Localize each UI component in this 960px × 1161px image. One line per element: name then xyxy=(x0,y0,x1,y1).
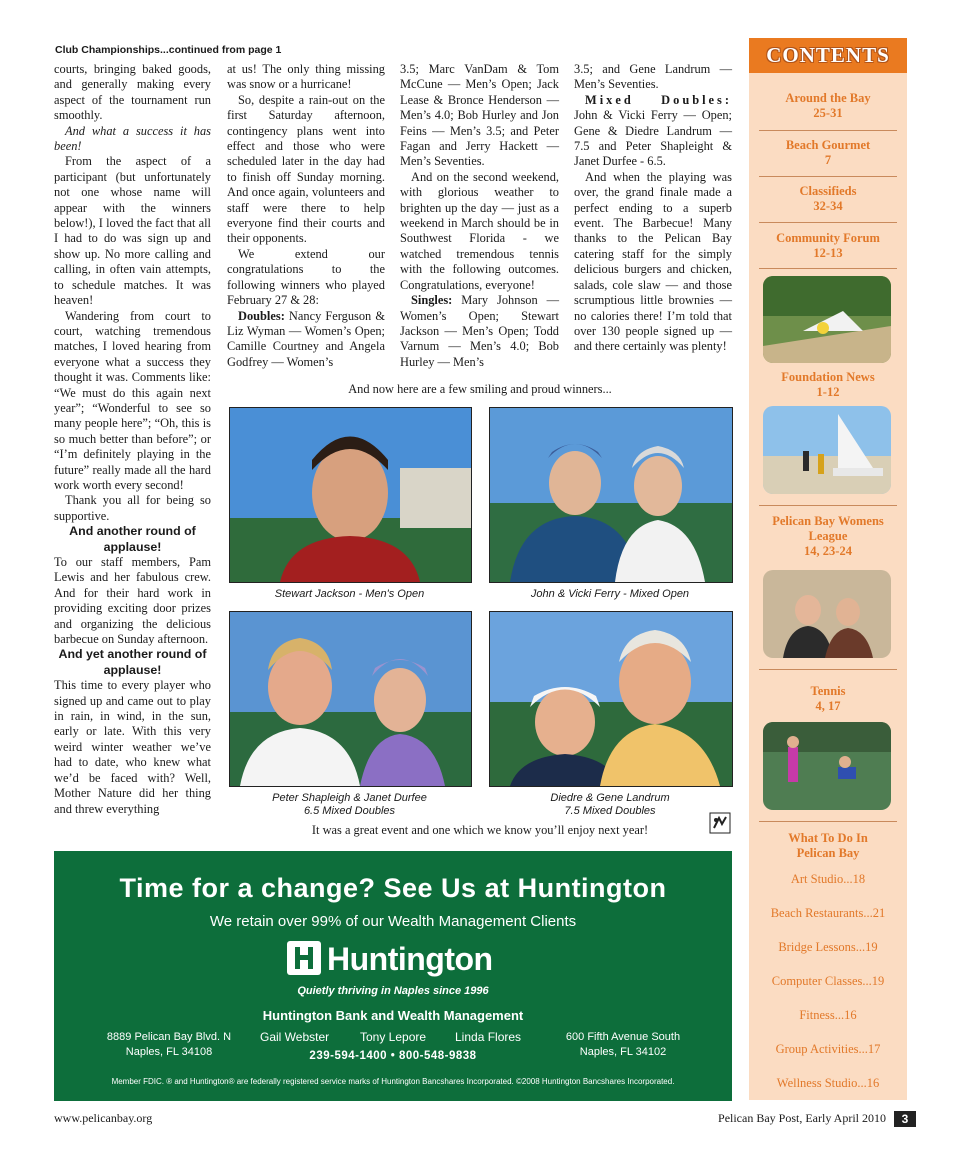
doubles-label: Doubles: xyxy=(238,308,285,323)
ad-contact-name: Tony Lepore xyxy=(360,1030,427,1044)
address-line: 600 Fifth Avenue South xyxy=(565,1031,681,1043)
contents-item-title: Tennis xyxy=(810,684,846,698)
singles-label: Singles: xyxy=(411,293,453,308)
paragraph: We extend our congratulations to the following winners who played February 27 & 28: xyxy=(227,246,385,308)
subheading: And another round of applause! xyxy=(69,524,196,554)
activity-art-studio[interactable]: Art Studio...18 xyxy=(790,872,866,886)
activity-computer-classes[interactable]: Computer Classes...19 xyxy=(771,974,885,988)
contents-item-womens-league[interactable] xyxy=(749,514,907,559)
paragraph: This time to every player who signed up and came out to play in rain, in wind, in the sun, early or late. With this very weird winter weather we’ve had to date, who knew what we’d be faced with? Well, Mother Nature did her thing and threw everything xyxy=(54,678,211,816)
paragraph: To our staff members, Pam Lewis and her fabulous crew. And for their hard work in providing exciting door prizes and organizing the delicious barbecue on Sunday afternoon. xyxy=(54,555,211,647)
footer-website[interactable]: www.pelicanbay.org xyxy=(54,1111,153,1125)
contents-item-title: Community Forum xyxy=(776,231,880,245)
paragraph: From the aspect of a participant (but unfortunately not one whose name will appear with the winners below!), I loved the fact that all I had to do was sign up and show up. No more calling and calling, in often vain attempts, to schedule matches. It was heaven! xyxy=(54,154,211,308)
page-number: 3 xyxy=(894,1111,916,1127)
ad-contact-name: Linda Flores xyxy=(455,1030,522,1044)
caption-line: 6.5 Mixed Doubles xyxy=(303,805,396,817)
footer-publication: Pelican Bay Post, Early April 2010 xyxy=(718,1111,886,1125)
contents-item-pages: 12-13 xyxy=(813,246,843,260)
ad-address-right xyxy=(548,1030,698,1060)
ad-headline: Time for a change? See Us at Huntington xyxy=(119,873,667,903)
ad-bank-name: Huntington Bank and Wealth Management xyxy=(262,1008,524,1023)
contents-item-pages: 1-12 xyxy=(816,385,840,399)
huntington-advertisement[interactable] xyxy=(54,851,732,1101)
caption-line: Peter Shapleigh & Janet Durfee xyxy=(272,792,427,804)
contents-item-pages: 14, 23-24 xyxy=(804,544,852,558)
paragraph: Wandering from court to court, watching tremendous matches, I loved hearing from everyone what a success they thought it was. Comments like: “We must do this again next year”; “Wonderful to see so many people here”; “Oh, this is so much better than before”; or “I’m definitely playing in the future” really made all the hard work worth every second! xyxy=(54,308,211,492)
photo-intro-line: And now here are a few smiling and proud winners... xyxy=(348,382,612,396)
contents-heading xyxy=(749,38,907,73)
contents-item-around-the-bay[interactable] xyxy=(749,91,907,121)
closing-line: It was a great event and one which we know you’ll enjoy next year! xyxy=(311,823,649,837)
paragraph: 3.5; Marc VanDam & Tom McCune — Men’s Open; Jack Lease & Bronce Henderson — Men’s 4.0; Bob Hurley and Jon Feins — Men’s 3.5; and Peter Fagan and Jerry Hackett — Men’s Seventies. xyxy=(400,62,559,169)
paragraph: And what a success it has been! xyxy=(54,123,211,154)
photo-caption xyxy=(229,792,470,818)
article-column-1 xyxy=(54,62,211,817)
divider xyxy=(759,505,897,506)
photo-caption: Stewart Jackson - Men's Open xyxy=(274,588,425,600)
address-line: 8889 Pelican Bay Blvd. N xyxy=(106,1031,232,1043)
contents-item-pages: 25-31 xyxy=(813,106,843,120)
contents-item-title: What To Do In Pelican Bay xyxy=(788,831,868,860)
contents-item-classifieds[interactable] xyxy=(749,184,907,214)
activity-beach-restaurants[interactable]: Beach Restaurants...21 xyxy=(770,906,886,920)
foundation-thumbnail xyxy=(763,276,891,363)
caption-line: Diedre & Gene Landrum xyxy=(550,792,670,804)
contents-item-title: Foundation News xyxy=(781,370,875,384)
end-of-story-icon xyxy=(709,812,731,834)
activity-group-activities[interactable]: Group Activities...17 xyxy=(775,1042,881,1056)
article-column-3 xyxy=(400,62,559,370)
ad-fine-print: Member FDIC. ® and Huntington® are federally registered service marks of Huntington Bancshares Incorporated. ©2008 Huntington Bancshares Incorporated. xyxy=(111,1077,675,1086)
continued-kicker: Club Championships...continued from page 1 xyxy=(55,44,282,56)
activity-bridge-lessons[interactable]: Bridge Lessons...19 xyxy=(778,940,878,954)
article-column-2 xyxy=(227,62,385,370)
contents-item-title: Around the Bay xyxy=(785,91,871,105)
ad-contact-name: Gail Webster xyxy=(260,1030,330,1044)
contents-item-pages: 4, 17 xyxy=(815,699,841,713)
contents-item-tennis[interactable] xyxy=(749,684,907,714)
contents-item-community-forum[interactable] xyxy=(749,231,907,261)
divider xyxy=(759,130,897,131)
activity-fitness[interactable]: Fitness...16 xyxy=(799,1008,857,1022)
paragraph: So, despite a rain-out on the first Saturday afternoon, contingency plans went into effect and those who were scheduled later in the day had to finish off Sunday morning. And once again, volunteers and staff were there to help everyone find their courts and their opponents. xyxy=(227,92,385,246)
contents-item-foundation-news[interactable] xyxy=(749,370,907,400)
ad-tagline: Quietly thriving in Naples since 1996 xyxy=(297,985,489,997)
contents-item-title: Classifieds xyxy=(799,184,857,198)
divider xyxy=(759,222,897,223)
winner-photo-john-vicki-ferry xyxy=(489,407,733,583)
article-column-4 xyxy=(574,62,732,355)
winner-photo-shapleigh-durfee xyxy=(229,611,472,787)
mixed-doubles-label: Mixed Doubles: xyxy=(585,92,732,107)
contents-item-title: Beach Gourmet xyxy=(785,138,871,152)
paragraph: John & Vicki Ferry — Open; Gene & Diedre Landrum — 7.5 and Peter Shapleight & Janet Durfee - 6.5. xyxy=(574,108,732,169)
photo-caption: John & Vicki Ferry - Mixed Open xyxy=(530,588,690,600)
contents-item-pages: 32-34 xyxy=(813,199,843,213)
subheading: And yet another round of applause! xyxy=(58,647,207,677)
paragraph: courts, bringing baked goods, and generally making every aspect of the tournament run smoothly. xyxy=(54,62,211,123)
divider xyxy=(759,176,897,177)
contents-item-title: Pelican Bay Womens League xyxy=(772,514,884,543)
winner-photo-landrum xyxy=(489,611,733,787)
paragraph: at us! The only thing missing was snow or a hurricane! xyxy=(227,62,385,92)
paragraph: 3.5; and Gene Landrum — Men’s Seventies. xyxy=(574,62,732,92)
contents-item-pages: 7 xyxy=(824,153,832,167)
caption-line: 7.5 Mixed Doubles xyxy=(564,805,656,817)
contents-item-what-to-do[interactable] xyxy=(749,831,907,861)
womens-league-thumbnail xyxy=(763,570,891,658)
paragraph: Mary Johnson — Women’s Open; Stewart Jackson — Men’s Open; Todd Varnum — Men’s 4.0; Bob Hurley — Men’s xyxy=(400,293,559,369)
address-line: Naples, FL 34102 xyxy=(579,1046,667,1058)
activity-wellness-studio[interactable]: Wellness Studio...16 xyxy=(776,1076,880,1090)
divider xyxy=(759,669,897,670)
divider xyxy=(759,268,897,269)
ad-phone-numbers: 239-594-1400 • 800-548-9838 xyxy=(309,1050,477,1062)
divider xyxy=(759,821,897,822)
sailing-thumbnail xyxy=(763,406,891,494)
address-line: Naples, FL 34108 xyxy=(125,1046,213,1058)
contents-heading-text: CONTENTS xyxy=(766,43,890,67)
paragraph: And when the playing was over, the grand finale made a perfect ending to a superb event. The Barbecue! Many thanks to the Pelican Bay catering staff for the simply delicious burgers and chicken, salads, cole slaw — and those scrumptious little brownies — no calories there! I’m told that over 130 people signed up — and there certainly was plenty! xyxy=(574,169,732,354)
paragraph: And on the second weekend, with glorious weather to brighten up the day — just as a weekend in March should be in Southwest Florida - we watched tremendous tennis with the following outcomes. Congratulations, everyone! xyxy=(400,169,559,292)
paragraph: Nancy Ferguson & Liz Wyman — Women’s Open; Camille Courtney and Angela Godfrey — Women’s xyxy=(227,308,385,369)
logo-wordmark: Huntington xyxy=(327,941,493,977)
huntington-logo xyxy=(287,939,502,983)
tennis-thumbnail xyxy=(763,722,891,810)
contents-item-beach-gourmet[interactable] xyxy=(749,138,907,168)
paragraph: Thank you all for being so supportive. xyxy=(54,493,211,523)
ad-subline: We retain over 99% of our Wealth Management Clients xyxy=(209,913,577,930)
photo-caption xyxy=(489,792,731,818)
winner-photo-stewart-jackson xyxy=(229,407,472,583)
